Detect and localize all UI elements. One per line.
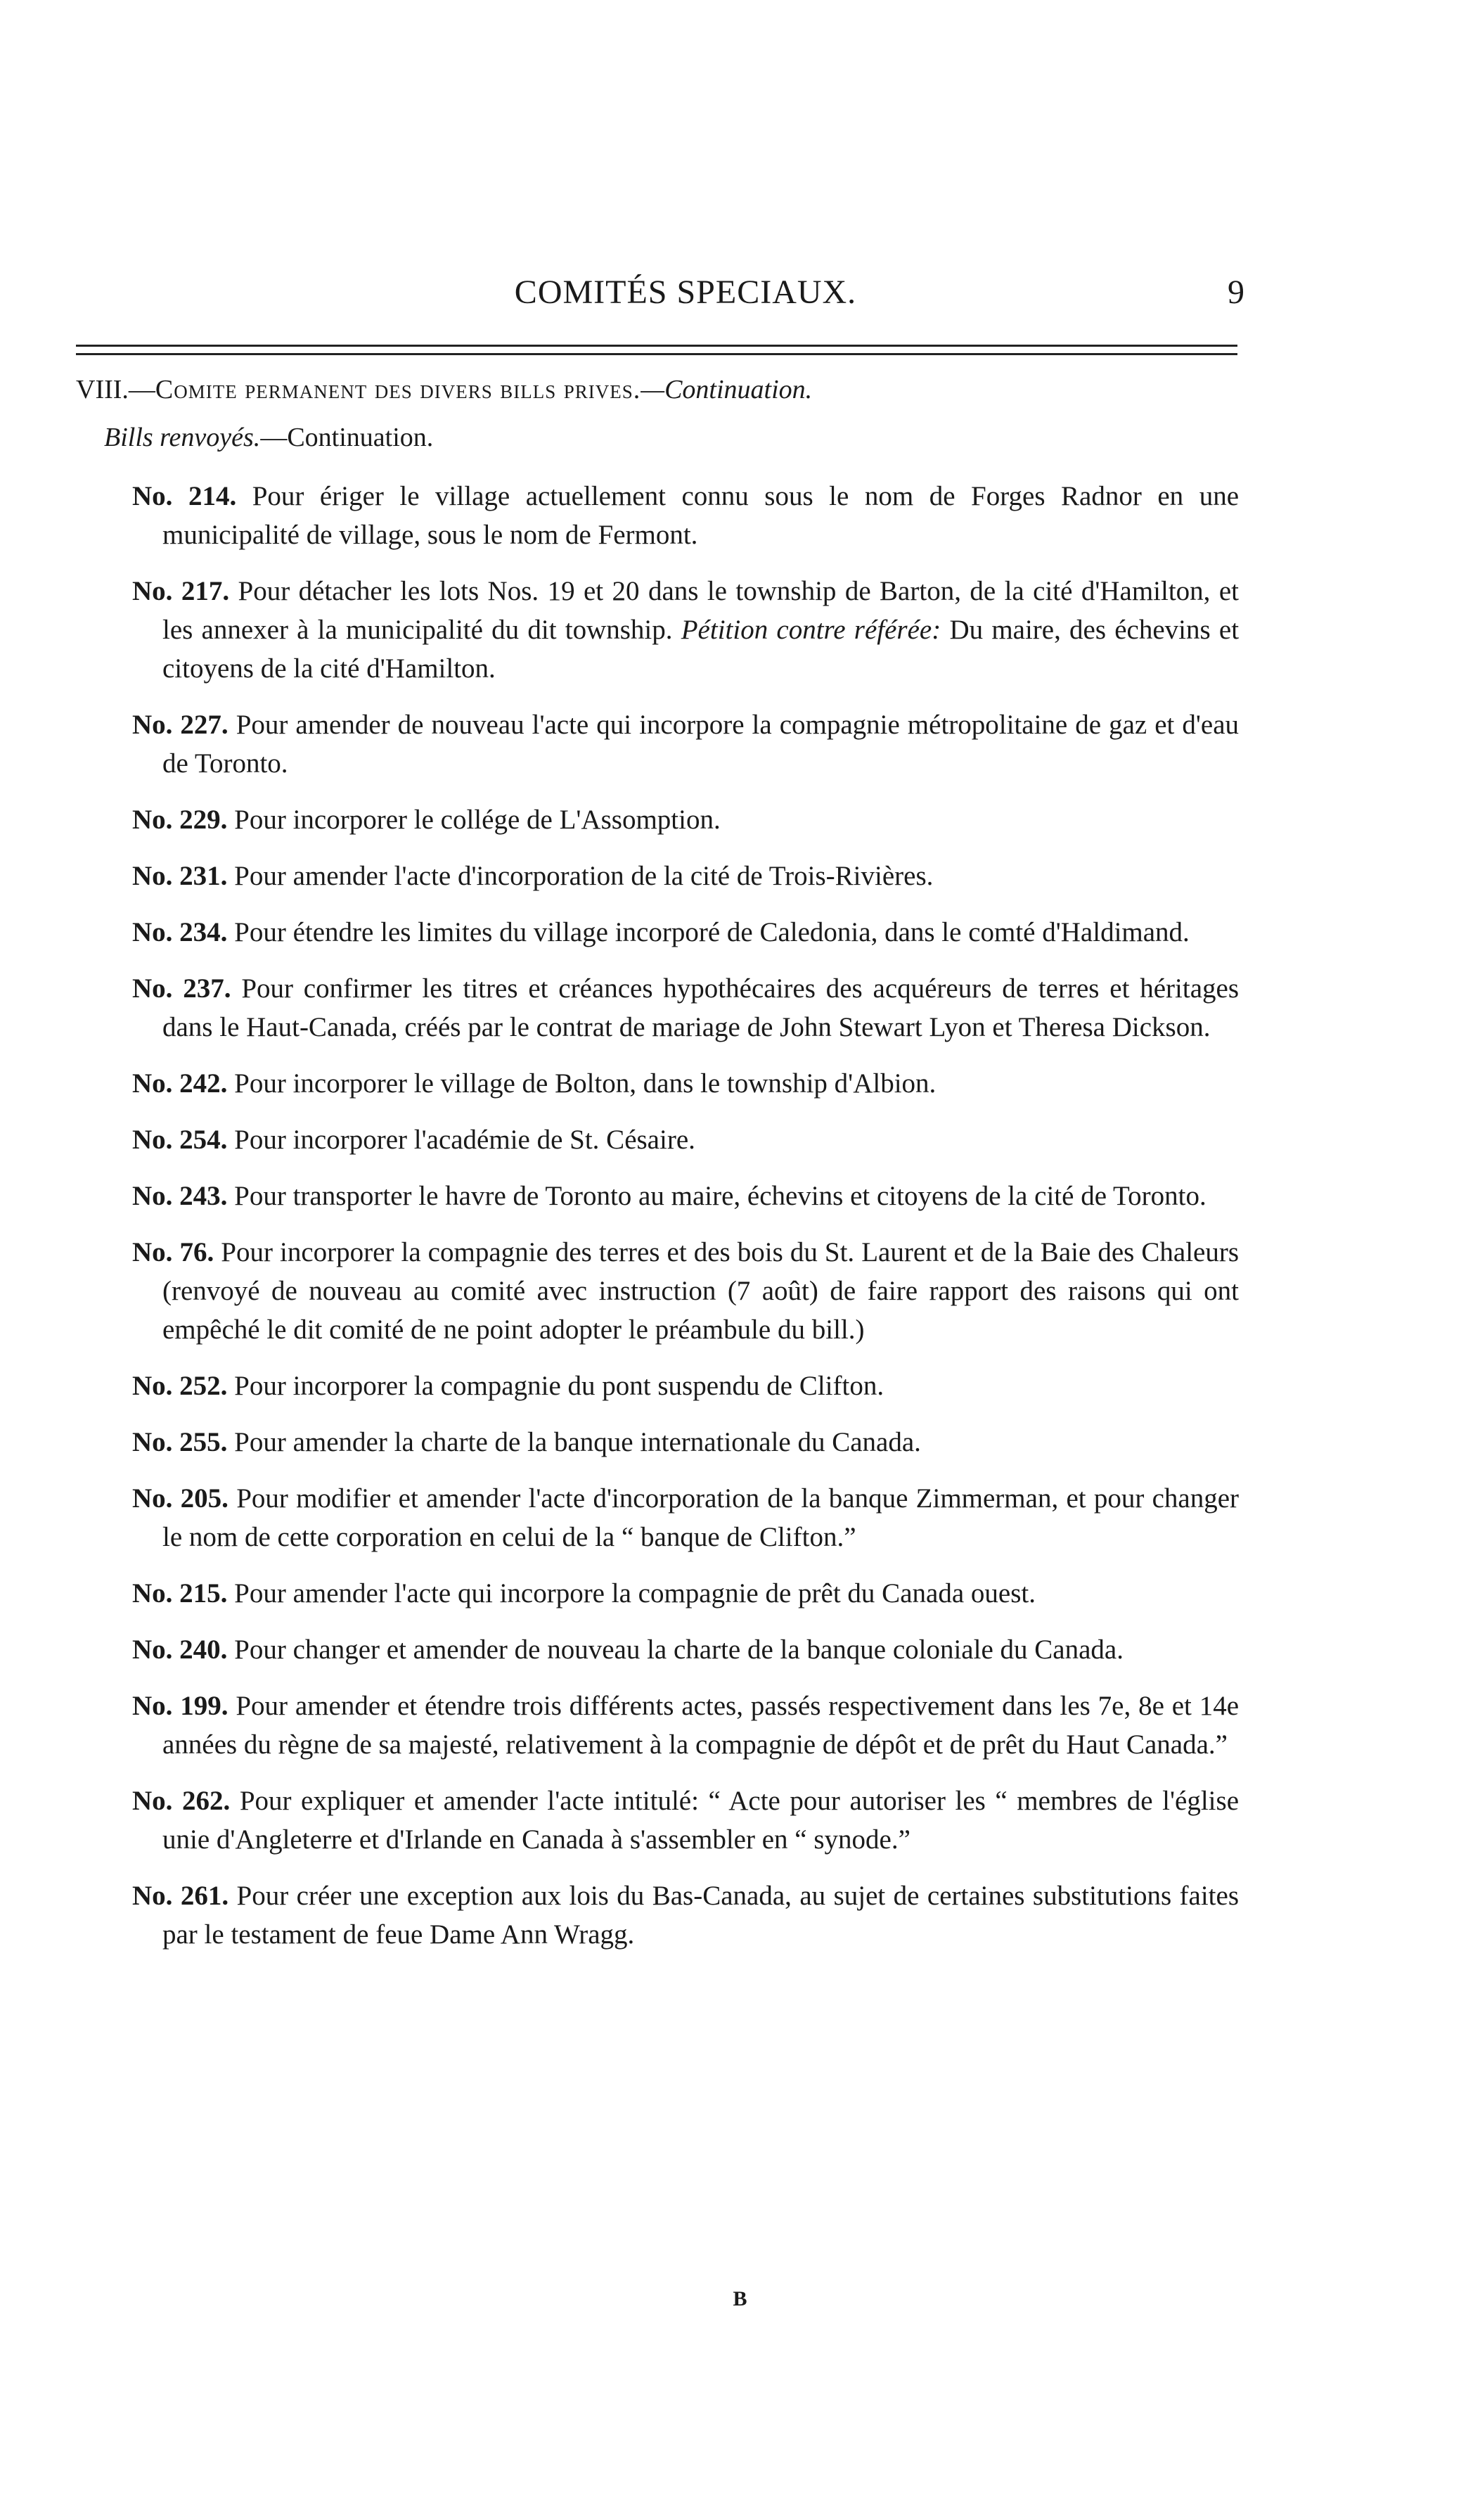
bill-entry [132,1782,1239,1859]
running-title: COMITÉS SPECIAUX. [514,274,857,311]
sub-heading [104,422,433,453]
bill-entry [132,857,1239,895]
bill-text: Pour amender l'acte d'incorporation de la cité de Trois-Rivières. [234,861,934,891]
sub-heading-continuation: —Continuation. [260,423,434,452]
bill-number: No. 255. [132,1427,228,1457]
bill-text: Pour incorporer la compagnie du pont suspendu de Clifton. [234,1371,884,1401]
bill-entry [132,800,1239,839]
bill-text: Pour ériger le village actuellement connu sous le nom de Forges Radnor en une municipalité de village, sous le nom de Fermont. [162,481,1240,550]
bill-text: Pour incorporer le collége de L'Assomption. [234,805,721,835]
bill-entry [132,1876,1239,1954]
bill-text: Pour incorporer l'académie de St. Césaire. [234,1125,695,1155]
page-header [127,273,1244,329]
bill-text: Pour amender de nouveau l'acte qui incorpore la compagnie métropolitaine de gaz et d'eau de Toronto. [162,710,1240,779]
bill-number: No. 229. [132,805,228,835]
bill-text: Pour expliquer et amender l'acte intitulé: “ Acte pour autoriser les “ membres de l'église unie d'Angleterre et d'Irlande en Canada à s'assembler en “ synode.” [162,1786,1239,1855]
bill-number: No. 199. [132,1691,229,1721]
bill-text: Pour amender la charte de la banque internationale du Canada. [234,1427,921,1457]
bill-number: No. 234. [132,917,228,947]
bill-text: Pour incorporer le village de Bolton, dans le township d'Albion. [234,1068,937,1099]
petition-label: Pétition contre référée: [681,615,941,645]
bill-entry [132,1233,1239,1349]
bill-entry [132,1574,1239,1613]
signature-mark: B [733,2287,747,2310]
section-prefix: VIII.— [76,375,155,404]
header-rule-top [76,345,1237,347]
header-rule-bottom [76,353,1237,355]
bill-entry [132,1687,1239,1764]
sub-heading-label: Bills renvoyés. [104,423,261,452]
bill-number: No. 227. [132,710,229,740]
bill-number: No. 240. [132,1635,228,1665]
bill-entry [132,1064,1239,1103]
bill-number: No. 242. [132,1068,228,1099]
bill-entry [132,1630,1239,1669]
bill-text: Pour modifier et amender l'acte d'incorporation de la banque Zimmerman, et pour changer le nom de cette corporation en celui de la “ banque de Clifton.” [162,1483,1239,1552]
bill-entry [132,1423,1239,1462]
bill-entry [132,969,1239,1047]
bill-text: Pour amender l'acte qui incorpore la compagnie de prêt du Canada ouest. [234,1578,1036,1608]
bill-text: Pour amender et étendre trois différents actes, passés respectivement dans les 7e, 8e et 14e années du règne de sa majesté, relativement à la compagnie de dépôt et de prêt du Haut Canada.” [162,1691,1240,1760]
section-continuation: —Continuation. [641,375,813,404]
page-number: 9 [1228,274,1244,311]
bill-entry [132,1120,1239,1159]
bill-number: No. 76. [132,1237,214,1267]
bill-text: Pour incorporer la compagnie des terres et des bois du St. Laurent et de la Baie des Chaleurs (renvoyé de nouveau au comité avec instruction (7 août) de faire rapport des raisons qui ont empêché le dit comité de ne point adopter le préambule du bill.) [162,1237,1240,1345]
bill-text: Pour détacher les lots Nos. 19 et 20 dans le township de Barton, de la cité d'Hamilton, et les annexer à la municipalité du dit township. [162,576,1239,645]
bill-entry [132,913,1239,952]
bill-list [132,477,1239,1971]
bill-number: No. 214. [132,481,237,511]
bill-number: No. 254. [132,1125,228,1155]
bill-number: No. 261. [132,1881,229,1911]
bill-text: Pour transporter le havre de Toronto au maire, échevins et citoyens de la cité de Toronto. [234,1181,1206,1211]
bill-number: No. 231. [132,861,228,891]
bill-number: No. 237. [132,973,231,1004]
bill-entry [132,1177,1239,1215]
bill-number: No. 252. [132,1371,228,1401]
bill-number: No. 262. [132,1786,231,1816]
bill-number: No. 217. [132,576,230,606]
bill-number: No. 243. [132,1181,228,1211]
bill-entry [132,1479,1239,1556]
bill-text: Pour confirmer les titres et créances hypothécaires des acquéreurs de terres et héritages dans le Haut-Canada, créés par le contrat de mariage de John Stewart Lyon et Theresa Dickson. [162,973,1239,1042]
bill-entry [132,1367,1239,1405]
bill-entry [132,705,1239,783]
bill-text: Pour étendre les limites du village incorporé de Caledonia, dans le comté d'Haldimand. [234,917,1190,947]
section-title: Comite permanent des divers bills prives. [155,375,641,404]
bill-number: No. 205. [132,1483,229,1514]
bill-entry [132,477,1239,554]
bill-text: Pour changer et amender de nouveau la charte de la banque coloniale du Canada. [234,1635,1124,1665]
bill-entry [132,572,1239,688]
bill-text: Pour créer une exception aux lois du Bas-Canada, au sujet de certaines substitutions faites par le testament de feue Dame Ann Wragg. [162,1881,1240,1950]
bill-number: No. 215. [132,1578,228,1608]
section-heading [76,374,812,405]
petition-text: Du maire, des échevins et citoyens de la cité d'Hamilton. [162,615,1240,684]
